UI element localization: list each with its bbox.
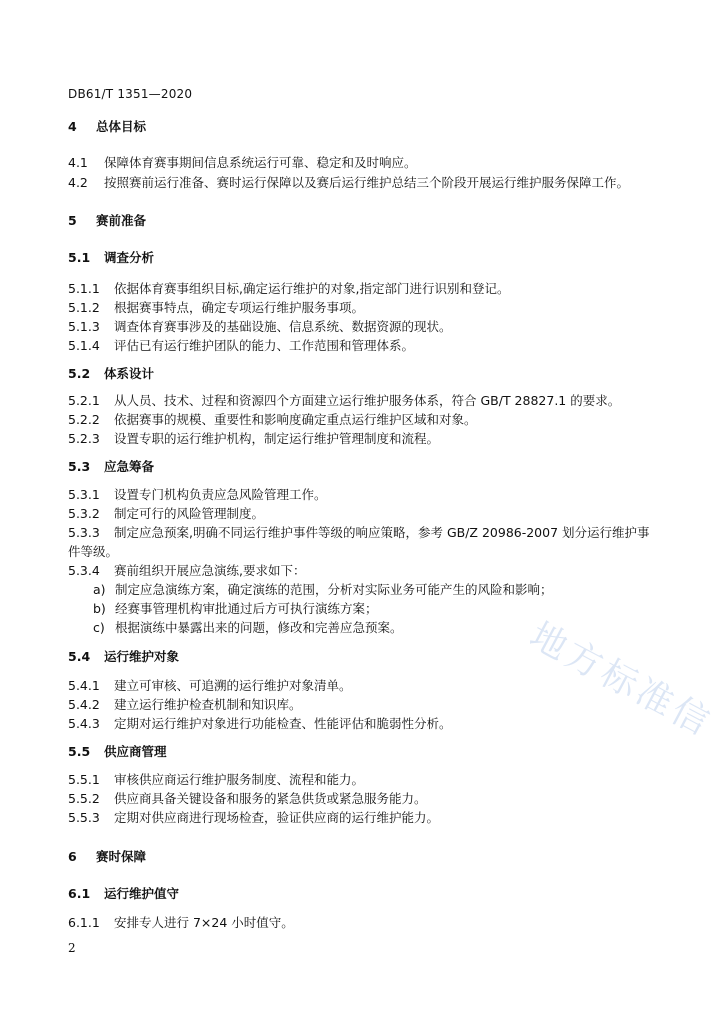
clause-number: 5.3.4 [68, 563, 100, 578]
clause-line [68, 716, 452, 732]
clause-line [68, 506, 264, 522]
list-marker: a) [93, 582, 106, 597]
list-item [93, 582, 553, 598]
clause-text: 制定应急预案,明确不同运行维护事件等级的响应策略，参考 GB/Z 20986-2007 划分运行维护事 [114, 525, 650, 540]
section-heading [68, 849, 146, 865]
clause-line [68, 431, 439, 447]
clause-number: 5.1.1 [68, 281, 100, 296]
list-item [93, 620, 403, 636]
clause-number: 5.1.2 [68, 300, 100, 315]
clause-number: 5 [68, 213, 77, 228]
clause-text: 评估已有运行维护团队的能力、工作范围和管理体系。 [114, 338, 415, 353]
clause-number: 5.4.1 [68, 678, 100, 693]
clause-text: 依据赛事的规模、重要性和影响度确定重点运行维护区域和对象。 [114, 412, 477, 427]
clause-text: 调查分析 [104, 250, 155, 265]
clause-number: 5.2.2 [68, 412, 100, 427]
clause-text: 审核供应商运行维护服务制度、流程和能力。 [114, 772, 365, 787]
section-heading [68, 119, 146, 135]
clause-text: 建立运行维护检查机制和知识库。 [114, 697, 302, 712]
clause-line [68, 393, 620, 409]
clause-text: 制定可行的风险管理制度。 [114, 506, 265, 521]
subsection-heading [68, 649, 179, 665]
clause-line [68, 487, 327, 503]
clause-number: 6.1 [68, 886, 91, 901]
clause-number: 5.3.1 [68, 487, 100, 502]
page-number: 2 [68, 941, 76, 955]
clause-line [68, 915, 294, 931]
clause-text: 根据赛事特点，确定专项运行维护服务事项。 [114, 300, 365, 315]
list-item-text: 根据演练中暴露出来的问题，修改和完善应急预案。 [115, 620, 403, 635]
clause-text: 从人员、技术、过程和资源四个方面建立运行维护服务体系，符合 GB/T 28827.1 的要求。 [114, 393, 621, 408]
clause-text: 设置专门机构负责应急风险管理工作。 [114, 487, 327, 502]
clause-line [68, 319, 452, 335]
clause-line [68, 525, 650, 541]
clause-text: 设置专职的运行维护机构，制定运行维护管理制度和流程。 [114, 431, 440, 446]
clause-line [68, 338, 414, 354]
clause-text: 赛时保障 [96, 849, 147, 864]
list-marker: c) [93, 620, 105, 635]
clause-number: 5.2.3 [68, 431, 100, 446]
clause-text: 供应商具备关键设备和服务的紧急供货或紧急服务能力。 [114, 791, 427, 806]
clause-text: 定期对运行维护对象进行功能检查、性能评估和脆弱性分析。 [114, 716, 452, 731]
clause-text: 总体目标 [96, 119, 147, 134]
clause-number: 5.1.3 [68, 319, 100, 334]
clause-text: 保障体育赛事期间信息系统运行可靠、稳定和及时响应。 [104, 155, 417, 170]
watermark-text: 地方标准信 [522, 615, 719, 746]
clause-number: 5.5 [68, 744, 91, 759]
clause-number: 5.5.1 [68, 772, 100, 787]
clause-number: 5.4.2 [68, 697, 100, 712]
clause-text: 体系设计 [104, 366, 155, 381]
clause-text: 建立可审核、可追溯的运行维护对象清单。 [114, 678, 352, 693]
clause-line [68, 791, 427, 807]
clause-line [68, 810, 439, 826]
subsection-heading [68, 886, 179, 902]
subsection-heading [68, 459, 154, 475]
subsection-heading [68, 744, 167, 760]
clause-text: 调查体育赛事涉及的基础设施、信息系统、数据资源的现状。 [114, 319, 452, 334]
clause-line [68, 300, 364, 316]
clause-line [68, 412, 477, 428]
clause-text: 赛前组织开展应急演练,要求如下： [114, 563, 306, 578]
clause-number: 5.1 [68, 250, 91, 265]
clause-line [68, 563, 305, 579]
clause-number: 4.1 [68, 155, 88, 170]
list-marker: b) [93, 601, 106, 616]
clause-number: 5.5.2 [68, 791, 100, 806]
clause-number: 4 [68, 119, 77, 134]
clause-text: 件等级。 [68, 544, 119, 559]
section-heading [68, 213, 146, 229]
clause-text: 定期对供应商进行现场检查，验证供应商的运行维护能力。 [114, 810, 440, 825]
list-item [93, 601, 378, 617]
clause-line [68, 678, 352, 694]
clause-number: 5.3.3 [68, 525, 100, 540]
list-item-text: 制定应急演练方案，确定演练的范围，分析对实际业务可能产生的风险和影响； [115, 582, 553, 597]
clause-text: 安排专人进行 7×24 小时值守。 [114, 915, 294, 930]
clause-line [68, 175, 629, 191]
clause-number: 5.5.3 [68, 810, 100, 825]
clause-text: 依据体育赛事组织目标,确定运行维护的对象,指定部门进行识别和登记。 [114, 281, 510, 296]
clause-number: 5.3.2 [68, 506, 100, 521]
subsection-heading [68, 250, 154, 266]
clause-text: 应急筹备 [104, 459, 155, 474]
clause-text: 供应商管理 [104, 744, 167, 759]
clause-text: 运行维护对象 [104, 649, 180, 664]
subsection-heading [68, 366, 154, 382]
clause-line [68, 281, 509, 297]
clause-number: 5.4 [68, 649, 91, 664]
clause-number: 5.2 [68, 366, 91, 381]
document-code-header: DB61/T 1351—2020 [68, 87, 193, 101]
clause-number: 5.4.3 [68, 716, 100, 731]
clause-continuation [68, 544, 118, 560]
clause-number: 4.2 [68, 175, 88, 190]
list-item-text: 经赛事管理机构审批通过后方可执行演练方案； [115, 601, 378, 616]
clause-text: 运行维护值守 [104, 886, 180, 901]
clause-line [68, 155, 417, 171]
clause-text: 赛前准备 [96, 213, 147, 228]
clause-text: 按照赛前运行准备、赛时运行保障以及赛后运行维护总结三个阶段开展运行维护服务保障工作。 [104, 175, 630, 190]
clause-number: 6.1.1 [68, 915, 100, 930]
clause-line [68, 697, 302, 713]
clause-number: 5.2.1 [68, 393, 100, 408]
clause-number: 5.1.4 [68, 338, 100, 353]
clause-number: 5.3 [68, 459, 91, 474]
clause-line [68, 772, 364, 788]
clause-number: 6 [68, 849, 77, 864]
